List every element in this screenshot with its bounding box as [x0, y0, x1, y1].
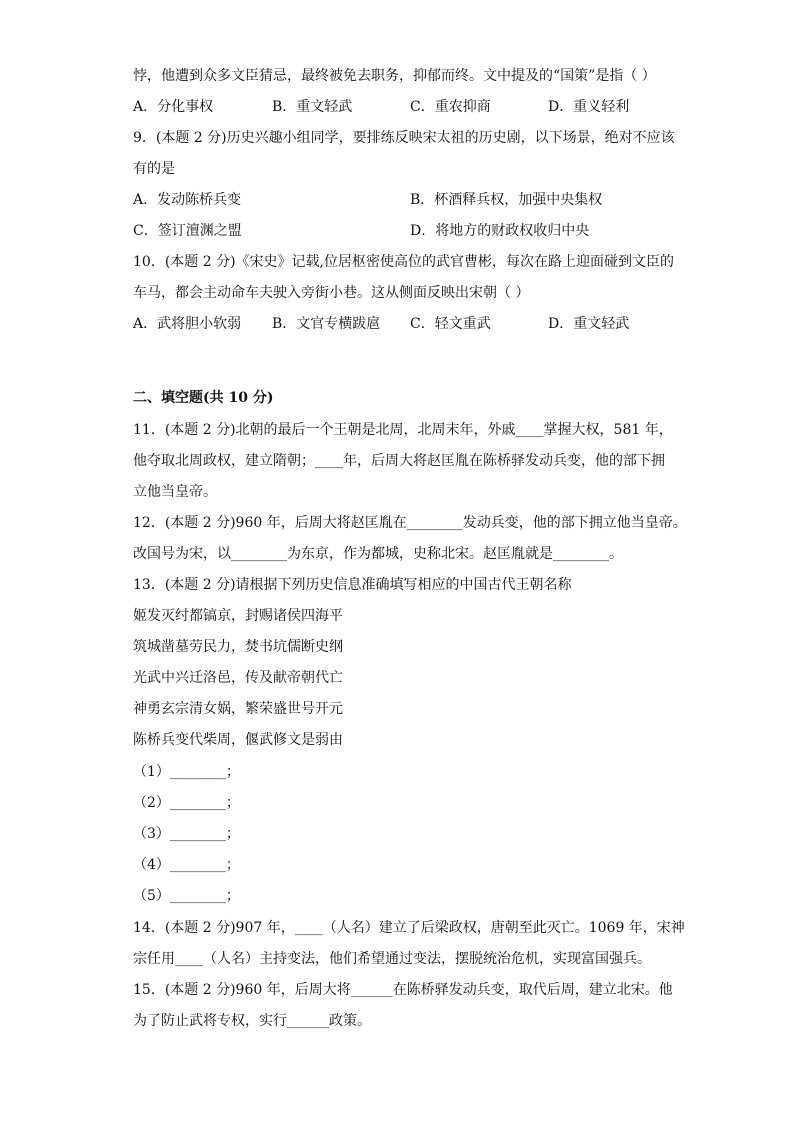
q13-poem-line: 光武中兴迁洛邑，传及献帝朝代亡 — [133, 670, 343, 686]
q15-line2: 为了防止武将专权，实行______政策。 — [133, 1013, 371, 1029]
q13-poem-line: 神勇玄宗清女娲，繁荣盛世号开元 — [133, 701, 343, 717]
q10-line2: 车马，都会主动命车夫驶入旁街小巷。这从侧面反映出宋朝（ ） — [133, 285, 530, 301]
q8-option-b: B．重文轻武 — [272, 99, 353, 115]
q13-poem-line: 陈桥兵变代柴周，偃武修文是弱由 — [133, 732, 343, 748]
q13-blank-2: （2）________； — [133, 795, 240, 811]
q8-option-d: D．重义轻利 — [548, 99, 630, 115]
q10-option-d: D．重文轻武 — [548, 316, 630, 332]
q9-option-b: B．杯酒释兵权，加强中央集权 — [410, 192, 603, 208]
q14-line1: 14．(本题 2 分)907 年，____（人名）建立了后梁政权，唐朝至此灭亡。1069 年，宋神 — [133, 920, 685, 936]
q9-line2: 有的是 — [133, 161, 175, 177]
q9-line1: 9．(本题 2 分)历史兴趣小组同学，要排练反映宋太祖的历史剧，以下场景，绝对不应该 — [133, 130, 675, 146]
q11-line3: 立他当皇帝。 — [133, 484, 217, 500]
q12-line1: 12．(本题 2 分)960 年，后周大将赵匡胤在________发动兵变，他的部下拥立他当皇帝。 — [133, 515, 687, 531]
q14-line2: 宗任用____（人名）主持变法，他们希望通过变法，摆脱统治危机，实现富国强兵。 — [133, 951, 651, 967]
q10-option-a: A．武将胆小软弱 — [133, 316, 242, 332]
q15-line1: 15．(本题 2 分)960 年，后周大将______在陈桥驿发动兵变，取代后周，建立北宋。他 — [133, 982, 673, 998]
q13-poem-line: 姬发灭纣都镐京，封赐诸侯四海平 — [133, 608, 343, 624]
q10-line1: 10．(本题 2 分)《宋史》记载,位居枢密使高位的武官曹彬，每次在路上迎面碰到文臣的 — [133, 254, 674, 270]
q9-option-d: D．将地方的财政权收归中央 — [410, 223, 590, 239]
q8-option-c: C．重农抑商 — [410, 99, 491, 115]
q13-line1: 13．(本题 2 分)请根据下列历史信息准确填写相应的中国古代王朝名称 — [133, 577, 572, 593]
q8-line1: 悖，他遭到众多文臣猜忌，最终被免去职务，抑郁而终。文中提及的“国策”是指（ ） — [133, 68, 656, 84]
q13-blank-5: （5）________； — [133, 888, 240, 904]
q10-option-c: C．轻文重武 — [410, 316, 491, 332]
q13-blank-3: （3）________； — [133, 826, 240, 842]
q9-option-c: C．签订澶渊之盟 — [133, 223, 242, 239]
q13-blank-4: （4）________； — [133, 857, 240, 873]
q9-option-a: A．发动陈桥兵变 — [133, 192, 242, 208]
q11-line1: 11．(本题 2 分)北朝的最后一个王朝是北周，北周末年，外戚____掌握大权，581 年， — [133, 422, 673, 438]
q13-poem-line: 筑城凿墓劳民力，焚书坑儒断史纲 — [133, 639, 343, 655]
q10-option-b: B．文官专横跋扈 — [272, 316, 381, 332]
q8-option-a: A．分化事权 — [133, 99, 214, 115]
q11-line2: 他夺取北周政权，建立隋朝；____年，后周大将赵匡胤在陈桥驿发动兵变，他的部下拥 — [133, 453, 665, 469]
q12-line2: 改国号为宋，以________为东京，作为都城，史称北宋。赵匡胤就是________。 — [133, 546, 623, 562]
q13-blank-1: （1）________； — [133, 764, 240, 780]
section-title-fill-in: 二、填空题(共 10 分) — [133, 390, 274, 406]
